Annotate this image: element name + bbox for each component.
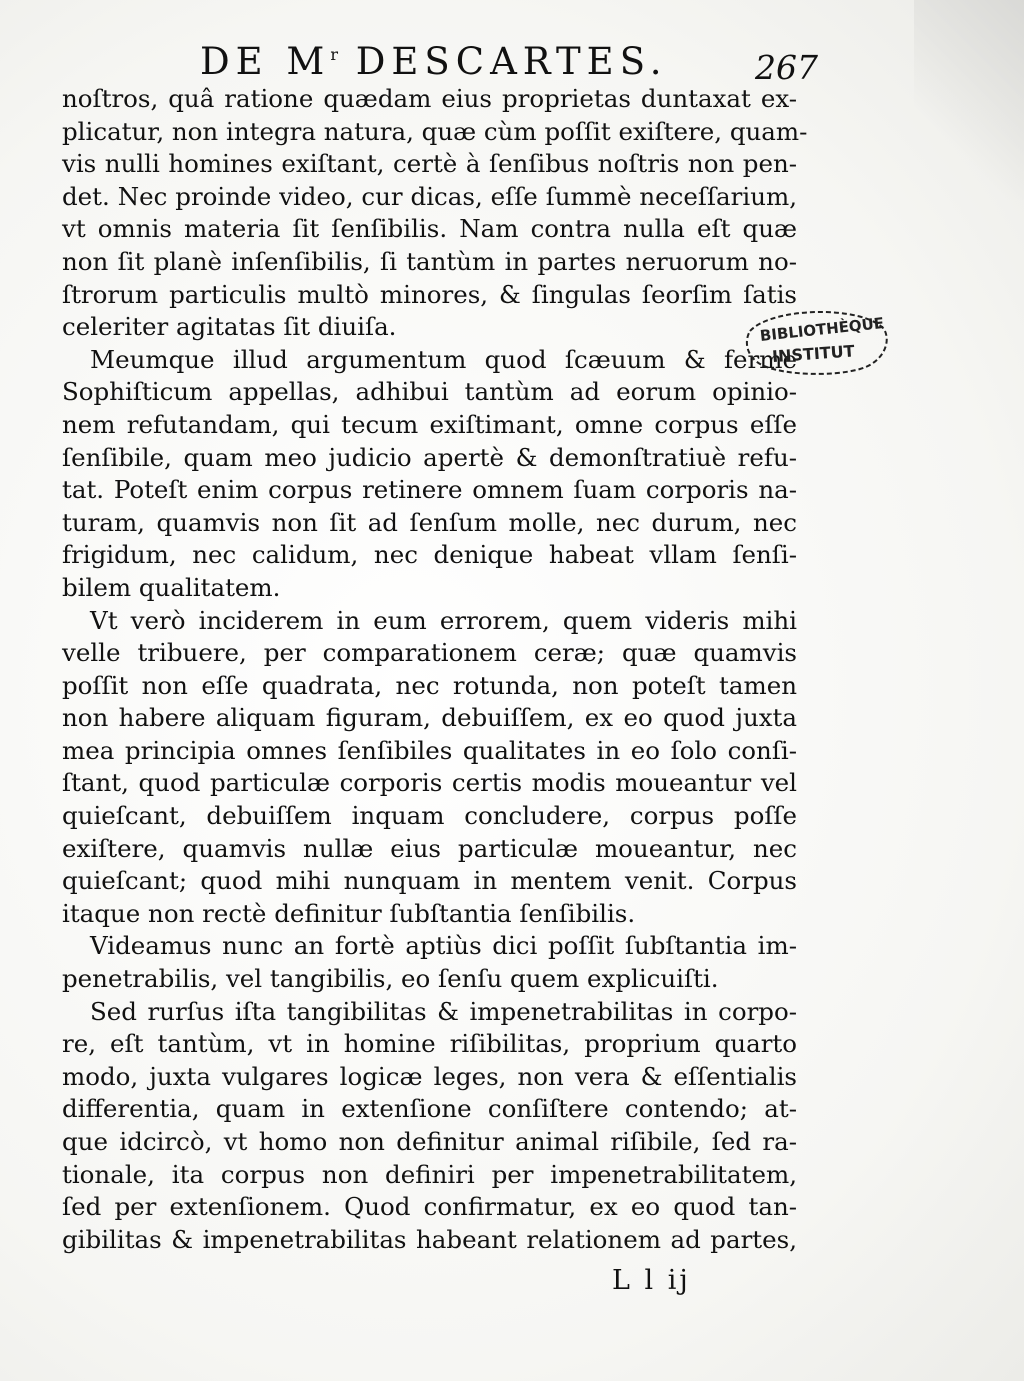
text-line: det. Nec proinde video, cur dicas, eſſe ſummè neceſſarium,: [62, 181, 797, 211]
text-line: exiſtere, quamvis nullæ eius particulæ moueantur, nec: [62, 833, 797, 863]
running-head-rest: DESCARTES.: [337, 40, 668, 83]
text-line: poſſit non eſſe quadrata, nec rotunda, non poteſt tamen: [62, 670, 797, 700]
text-line: modo, juxta vulgares logicæ leges, non vera & eſſentialis: [62, 1061, 797, 1091]
signature-mark: L l ij: [612, 1265, 691, 1296]
running-head: [200, 40, 667, 83]
text-line: frigidum, nec calidum, nec denique habeat vllam ſenſi-: [62, 540, 797, 570]
text-line: Meumque illud argumentum quod ſcæuum & ferme: [90, 344, 797, 374]
text-line: tionale, ita corpus non definiri per impenetrabilitatem,: [62, 1159, 797, 1189]
text-line: re, eſt tantùm, vt in homine riſibilitas, proprium quarto: [62, 1029, 797, 1059]
running-head-main: DE M: [200, 40, 331, 83]
text-line: differentia, quam in extenſione conſiſtere contendo; at-: [62, 1094, 797, 1124]
text-line: bilem qualitatem.: [62, 572, 281, 602]
text-line: vis nulli homines exiſtant, certè à ſenſibus noſtris non pen-: [62, 149, 797, 179]
text-line: velle tribuere, per comparationem ceræ; quæ quamvis: [62, 638, 797, 668]
text-line: ſtant, quod particulæ corporis certis modis moueantur vel: [62, 768, 797, 798]
text-line: Vt verò inciderem in eum errorem, quem videris mihi: [90, 605, 797, 635]
text-line: non ſit planè inſenſibilis, ſi tantùm in partes neruorum no-: [62, 246, 797, 276]
text-line: Videamus nunc an fortè aptiùs dici poſſit ſubſtantia im-: [90, 931, 797, 961]
text-line: gibilitas & impenetrabilitas habeant relationem ad partes,: [62, 1224, 797, 1254]
page-number: 267: [755, 48, 818, 87]
text-line: ſenſibile, quam meo judicio apertè & demonſtratiuè refu-: [62, 442, 797, 472]
text-line: quieſcant, debuiſſem inquam concludere, corpus poſſe: [62, 801, 797, 831]
text-line: turam, quamvis non ſit ad ſenſum molle, nec durum, nec: [62, 507, 797, 537]
text-line: mea principia omnes ſenſibiles qualitates in eo ſolo conſi-: [62, 735, 797, 765]
text-line: ſtrorum particulis multò minores, & ſingulas ſeorſim ſatis: [62, 279, 797, 309]
text-line: plicatur, non integra natura, quæ cùm poſſit exiſtere, quam-: [62, 116, 808, 146]
text-line: vt omnis materia ſit ſenſibilis. Nam contra nulla eſt quæ: [62, 214, 797, 244]
page-corner-shadow: [914, 0, 1024, 200]
text-line: que idcircò, vt homo non definitur animal riſibile, ſed ra-: [62, 1127, 797, 1156]
library-stamp: [742, 303, 892, 375]
text-line: itaque non rectè definitur ſubſtantia ſenſibilis.: [62, 898, 636, 928]
body-text: [62, 83, 808, 1256]
text-line: Sed rurſus iſta tangibilitas & impenetrabilitas in corpo-: [90, 996, 797, 1026]
text-line: penetrabilis, vel tangibilis, eo ſenſu quem explicuiſti.: [62, 964, 719, 994]
text-line: Sophiſticum appellas, adhibui tantùm ad eorum opinio-: [62, 377, 797, 407]
text-line: noſtros, quâ ratione quædam eius proprietas duntaxat ex-: [62, 84, 797, 113]
text-line: nem refutandam, qui tecum exiſtimant, omne corpus eſſe: [62, 409, 797, 439]
text-line: ſed per extenſionem. Quod confirmatur, ex eo quod tan-: [62, 1192, 797, 1222]
running-head-superscript: r: [330, 45, 338, 64]
text-line: non habere aliquam figuram, debuiſſem, ex eo quod juxta: [62, 703, 797, 733]
stamp-text-line1: BIBLIOTHÈQUE: [759, 314, 885, 345]
stamp-text-line2: INSTITUT: [771, 341, 856, 367]
text-line: quieſcant; quod mihi nunquam in mentem venit. Corpus: [62, 866, 797, 896]
text-line: celeriter agitatas ſit diuiſa.: [62, 312, 397, 342]
text-line: tat. Poteſt enim corpus retinere omnem ſuam corporis na-: [62, 475, 797, 505]
